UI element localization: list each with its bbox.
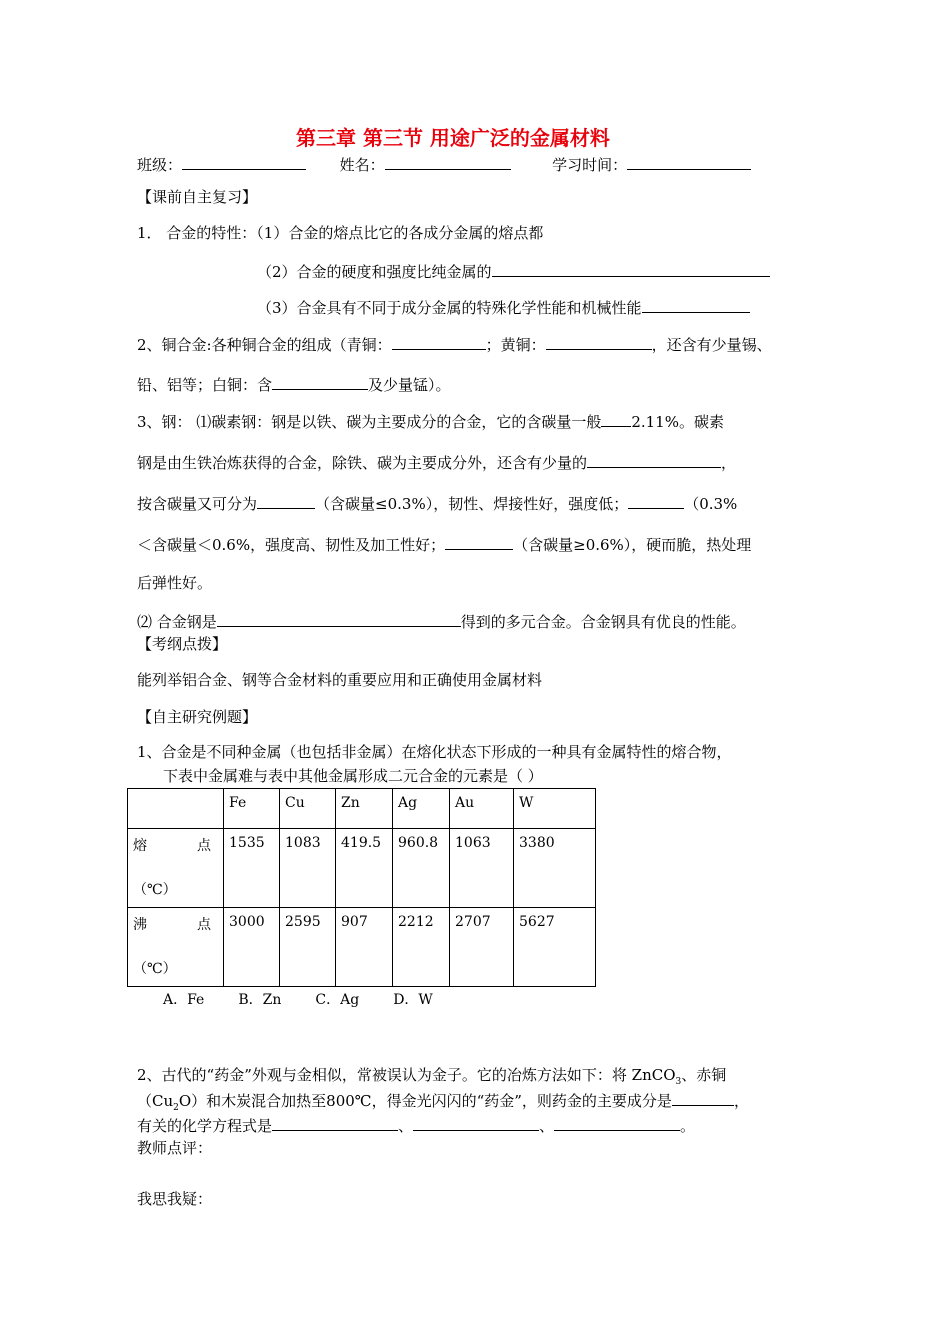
section-research: 【自主研究例题】 — [137, 708, 258, 726]
q3-blank-carbon[interactable] — [601, 412, 631, 427]
table-cell: 1063 — [450, 829, 514, 908]
q2-blank-bronze[interactable] — [392, 335, 486, 350]
table-cell: 2707 — [450, 908, 514, 987]
table-row — [128, 829, 596, 908]
table-cell: 3000 — [224, 908, 280, 987]
ex2-line1: 2、古代的“药金”外观与金相似，常被误认为金子。它的冶炼方法如下：将 ZnCO$_3$、赤铜 — [137, 1066, 727, 1087]
q2-line1: 2、铜合金:各种铜合金的组成（青铜： ；黄铜： ，还含有少量锡、 — [137, 336, 772, 354]
option-a[interactable]: A．Fe — [163, 992, 205, 1008]
row-label-cell: 沸 点 （℃） — [128, 908, 224, 987]
q3-blank-alloy-steel[interactable] — [217, 612, 461, 627]
ex2-line2: $(Cu_2O)$和木炭混合加热至800℃，得金光闪闪的“药金”，则药金的主要成分是 ， — [137, 1092, 749, 1113]
q3-blank-high-carbon[interactable] — [445, 535, 513, 550]
name-field[interactable] — [385, 155, 511, 170]
q3-line3: 按含碳量又可分为 （含碳量≤0.3%），韧性、焊接性好，强度低； （0.3% — [137, 495, 738, 513]
class-field[interactable] — [182, 155, 306, 170]
table-cell: 907 — [336, 908, 393, 987]
q3-blank-medium-carbon[interactable] — [628, 494, 684, 509]
q1-line3: （3）合金具有不同于成分金属的特殊化学性能和机械性能 — [257, 298, 750, 316]
section-syllabus: 【考纲点拨】 — [137, 635, 228, 653]
table-corner-cell — [128, 789, 224, 829]
student-info-row — [137, 155, 751, 173]
table-cell: 2212 — [393, 908, 450, 987]
table-header-cell: Cu — [280, 789, 336, 829]
option-c[interactable]: C．Ag — [315, 992, 360, 1008]
ex1-options — [163, 993, 433, 1007]
option-d[interactable]: D．W — [393, 992, 433, 1008]
syllabus-text: 能列举铝合金、钢等合金材料的重要应用和正确使用金属材料 — [137, 671, 543, 689]
self-question: 我思我疑： — [137, 1190, 213, 1208]
ex2-blank-component[interactable] — [672, 1091, 734, 1106]
q2-blank-brass[interactable] — [546, 335, 652, 350]
q3-line2: 钢是由生铁冶炼获得的合金，除铁、碳为主要成分外，还含有少量的 ， — [137, 454, 737, 472]
q3-line1: 3、钢： ⑴碳素钢：钢是以铁、碳为主要成分的合金，它的含碳量一般 2.11%。碳素 — [137, 413, 724, 431]
metal-properties-table — [127, 788, 596, 987]
section-preview: 【课前自主复习】 — [137, 188, 258, 206]
row-label-cell: 熔 点 （℃） — [128, 829, 224, 908]
ex2-line3: 有关的化学方程式是 、 、 。 — [137, 1117, 696, 1135]
teacher-comment: 教师点评： — [137, 1139, 213, 1157]
table-cell: 1083 — [280, 829, 336, 908]
q3-line4: ＜含碳量＜0.6%，强度高、韧性及加工性好； （含碳量≥0.6%），硬而脆，热处理 — [137, 536, 752, 554]
ex2-blank-equation-2[interactable] — [413, 1116, 539, 1131]
table-header-cell: Zn — [336, 789, 393, 829]
q3-blank-elements[interactable] — [587, 453, 721, 468]
q1-blank-properties[interactable] — [642, 298, 750, 313]
q1-line2: （2）合金的硬度和强度比纯金属的 — [257, 262, 770, 280]
table-header-cell: W — [514, 789, 596, 829]
ex2-blank-equation-3[interactable] — [554, 1116, 680, 1131]
table-header-cell: Au — [450, 789, 514, 829]
table-header-row — [128, 789, 596, 829]
time-label: 学习时间： — [552, 156, 628, 174]
q1-line1: 1． 合金的特性：（1）合金的熔点比它的各成分金属的熔点都 — [137, 224, 544, 242]
q2-line2: 铅、铝等；白铜：含 及少量锰）。 — [137, 376, 451, 394]
table-cell: 2595 — [280, 908, 336, 987]
q2-blank-cupronickel[interactable] — [272, 375, 368, 390]
ex2-blank-equation-1[interactable] — [272, 1116, 398, 1131]
table-cell: 419.5 — [336, 829, 393, 908]
table-cell: 960.8 — [393, 829, 450, 908]
ex1-line2: 下表中金属难与表中其他金属形成二元合金的元素是（ ） — [163, 767, 543, 785]
name-label: 姓名： — [339, 156, 385, 174]
option-b[interactable]: B．Zn — [238, 992, 282, 1008]
table-header-cell: Ag — [393, 789, 450, 829]
page-title: 第三章 第三节 用途广泛的金属材料 — [296, 126, 610, 150]
q3-line5: 后弹性好。 — [137, 574, 213, 592]
time-field[interactable] — [627, 155, 751, 170]
q3-line6: ⑵ 合金钢是 得到的多元合金。合金钢具有优良的性能。 — [137, 613, 746, 631]
q1-blank-hardness[interactable] — [492, 262, 770, 277]
table-cell: 5627 — [514, 908, 596, 987]
ex1-line1: 1、合金是不同种金属（也包括非金属）在熔化状态下形成的一种具有金属特性的熔合物， — [137, 743, 732, 761]
table-header-cell: Fe — [224, 789, 280, 829]
table-row — [128, 908, 596, 987]
table-cell: 1535 — [224, 829, 280, 908]
class-label: 班级： — [137, 156, 183, 174]
q3-blank-low-carbon[interactable] — [257, 494, 315, 509]
table-cell: 3380 — [514, 829, 596, 908]
